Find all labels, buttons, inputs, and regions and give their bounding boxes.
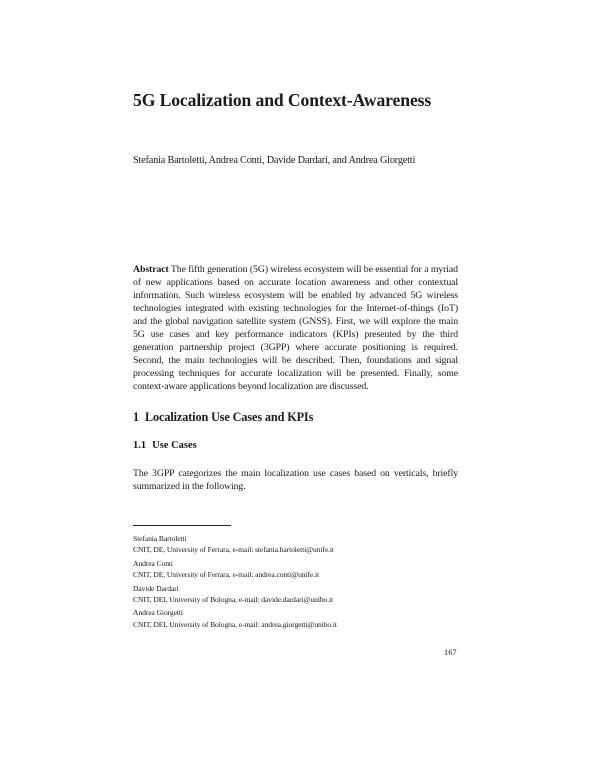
author-list: Stefania Bartoletti, Andrea Conti, Davide Dardari, and Andrea Giorgetti bbox=[133, 155, 416, 166]
footnote-divider bbox=[133, 525, 231, 526]
affiliation-detail: CNIT, DEI, University of Bologna, e-mail: andrea.giorgetti@unibo.it bbox=[133, 619, 337, 629]
affiliation-item bbox=[133, 533, 463, 555]
affiliation-name: Andrea Conti bbox=[133, 558, 173, 568]
section-heading bbox=[133, 410, 313, 425]
abstract-text: The fifth generation (5G) wireless ecosystem will be essential for a myriad of new applications based on accurate location awareness and other contextual information. Such wireless ecosystem will be enabled by advanced 5G wireless technologies integrated with existing technologies for the Internet-of-things (IoT) and the global navigation satellite system (GNSS). First, we will explore the main 5G use cases and key performance indicators (KPIs) presented by the third generation partnership project (3GPP) where accurate positioning is required. Second, the main technologies will be described. Then, foundations and signal processing techniques for accurate localization will be presented. Finally, some context-aware applications beyond localization are discussed. bbox=[133, 264, 458, 392]
subsection-title: Use Cases bbox=[152, 440, 197, 451]
body-paragraph: The 3GPP categorizes the main localization use cases based on verticals, briefly summarized in the following. bbox=[133, 468, 458, 492]
page-number: 167 bbox=[444, 648, 457, 657]
section-number: 1 bbox=[133, 410, 139, 424]
affiliation-name: Andrea Giorgetti bbox=[133, 608, 183, 618]
affiliation-detail: CNIT, DE, University of Ferrara, e-mail: andrea.conti@unife.it bbox=[133, 570, 320, 579]
affiliation-detail: CNIT, DEI, University of Bologna, e-mail: davide.dardari@unibo.it bbox=[133, 594, 334, 604]
abstract bbox=[133, 263, 458, 393]
affiliation-name: Stefania Bartoletti bbox=[133, 534, 187, 543]
subsection-heading bbox=[133, 440, 197, 451]
section-title: Localization Use Cases and KPIs bbox=[145, 410, 314, 424]
subsection-number: 1.1 bbox=[133, 440, 147, 451]
affiliation-item bbox=[133, 607, 463, 629]
affiliation-name: Davide Dardari bbox=[133, 583, 179, 593]
paper-title: 5G Localization and Context-Awareness bbox=[133, 90, 432, 110]
affiliations-footnote bbox=[133, 533, 463, 632]
affiliation-item bbox=[133, 583, 463, 605]
affiliation-item bbox=[133, 558, 463, 580]
affiliation-detail: CNIT, DE, University of Ferrara, e-mail: stefania.bartoletti@unife.it bbox=[133, 545, 334, 555]
abstract-label: Abstract bbox=[133, 264, 169, 275]
